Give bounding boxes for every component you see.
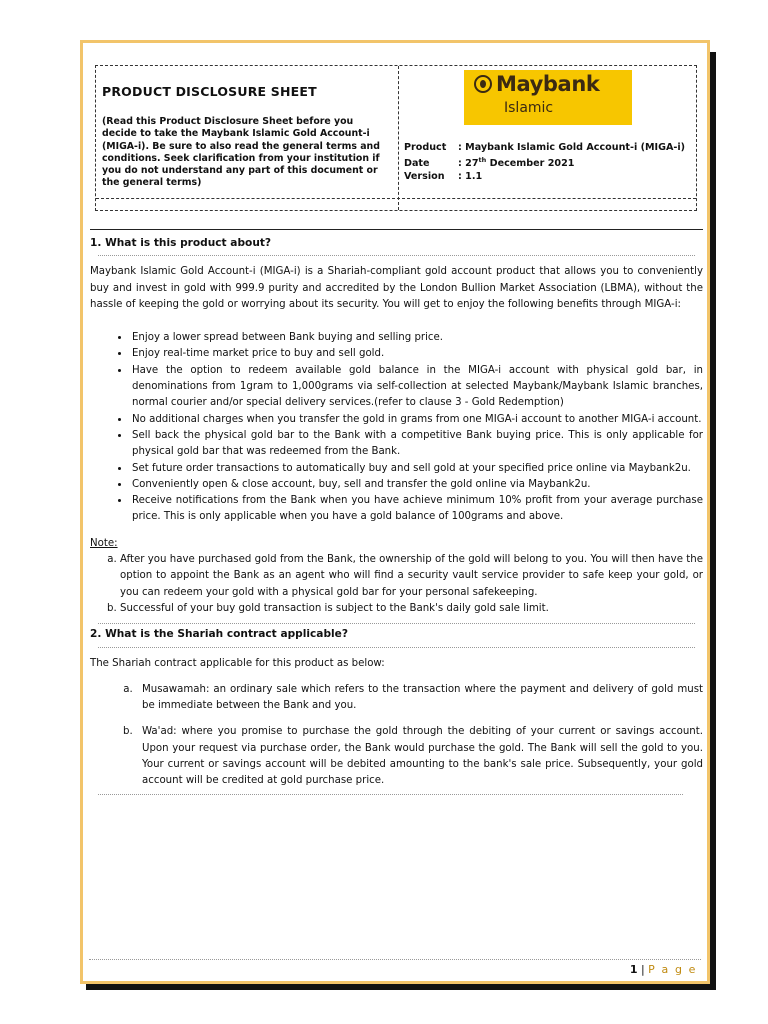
list-item: • Have the option to redeem available gold balance in the MIGA-i account with physical gold bar, in denominations from 1gram to 1,000grams via self-collection at selected Maybank/Maybank Islamic branches, normal courier and/or special delivery services.(refer to clause 3 - Gold Redemption) [130, 363, 703, 412]
section1-underline [98, 255, 695, 256]
benefits-list [90, 330, 703, 526]
product-label: Product [404, 142, 447, 153]
page-number: 1 [629, 963, 638, 976]
list-item: • Enjoy real-time market price to buy and sell gold. [130, 346, 703, 362]
document-content [90, 229, 703, 795]
document-page [80, 40, 710, 984]
product-row [404, 141, 685, 154]
date-sup: th [478, 156, 487, 164]
header-bottom-divider [96, 198, 696, 199]
note-label: Note: [90, 537, 118, 549]
list-item: b. Wa'ad: where you promise to purchase the gold through the debiting of your current or savings account. Upon your request via purchase order, the Bank would purchase the gold. The Bank will sell the gold to you. Your current or savings account will be debited amounting to the bank's sale price. Subsequently, your gold account will be credited at gold purchase price. [136, 724, 703, 789]
section1-intro: Maybank Islamic Gold Account-i (MIGA-i) is a Shariah-compliant gold account product that allows you to conveniently buy and invest in gold with 999.9 purity and accredited by the London Bullion Market Association (LBMA), without the hassle of keeping the gold or worrying about its security. You will get to enjoy the following benefits through MIGA-i: [90, 266, 703, 310]
date-rest: December 2021 [486, 158, 575, 170]
notes-list [90, 552, 703, 617]
section2-end-separator [98, 794, 683, 795]
list-item: • Receive notifications from the Bank when you have achieve minimum 10% profit from your average purchase price. This is only applicable when you have a gold balance of 100grams and above. [130, 493, 703, 526]
list-item: • Sell back the physical gold bar to the Bank with a competitive Bank buying price. This is only applicable for physical gold bar that was redeemed from the Bank. [130, 428, 703, 461]
list-item: • Enjoy a lower spread between Bank buying and selling price. [130, 330, 703, 346]
list-item: • Set future order transactions to automatically buy and sell gold at your specified price online via Maybank2u. [130, 461, 703, 477]
date-label: Date [404, 158, 430, 170]
contracts-list [90, 682, 703, 790]
list-item: • Conveniently open & close account, buy, sell and transfer the gold online via Maybank2u. [130, 477, 703, 493]
list-item: b. Successful of your buy gold transaction is subject to the Bank's daily gold sale limit. [120, 601, 703, 617]
version-label: Version [404, 171, 445, 183]
footer-separator [89, 959, 701, 960]
logo-sub: Islamic [504, 100, 554, 116]
date-row [404, 154, 685, 170]
header-divider [398, 66, 399, 210]
product-value: : Maybank Islamic Gold Account-i (MIGA-i) [458, 142, 686, 153]
logo-brand: Maybank [496, 72, 600, 96]
list-item: a. Musawamah: an ordinary sale which refers to the transaction where the payment and delivery of gold must be immediate between the Bank and you. [136, 682, 703, 715]
section-separator [90, 229, 703, 230]
page-footer [630, 963, 697, 976]
date-prefix: : 27 [458, 158, 479, 170]
list-item: • No additional charges when you transfer the gold in grams from one MIGA-i account to another MIGA-i account. [130, 412, 703, 428]
disclosure-note: (Read this Product Disclosure Sheet before you decide to take the Maybank Islamic Gold Account-i (MIGA-i). Be sure to also read the general terms and conditions. Seek clarification from your institution if you do not understand any part of this document or the general terms) [102, 116, 380, 189]
section1-heading: 1. What is this product about? [90, 237, 272, 249]
list-item: a. After you have purchased gold from the Bank, the ownership of the gold will belong to you. You will then have the option to appoint the Bank as an agent who will find a security vault service provider to safe keep your gold, or you can redeem your gold with a physical gold bar for your personal safekeeping. [120, 552, 703, 601]
document-title: PRODUCT DISCLOSURE SHEET [102, 84, 317, 99]
section2-top-separator [98, 623, 695, 624]
section2-intro: The Shariah contract applicable for this product as below: [90, 657, 385, 669]
version-row [404, 170, 685, 183]
version-value: : 1.1 [458, 171, 483, 183]
page-separator: | [637, 963, 649, 976]
header-box [95, 65, 697, 211]
section2-underline [98, 647, 695, 648]
section2-heading: 2. What is the Shariah contract applicable? [90, 628, 348, 641]
page-word: P a g e [648, 963, 697, 976]
tiger-head-icon [474, 75, 492, 93]
product-meta [404, 141, 685, 183]
maybank-islamic-logo [464, 70, 632, 125]
